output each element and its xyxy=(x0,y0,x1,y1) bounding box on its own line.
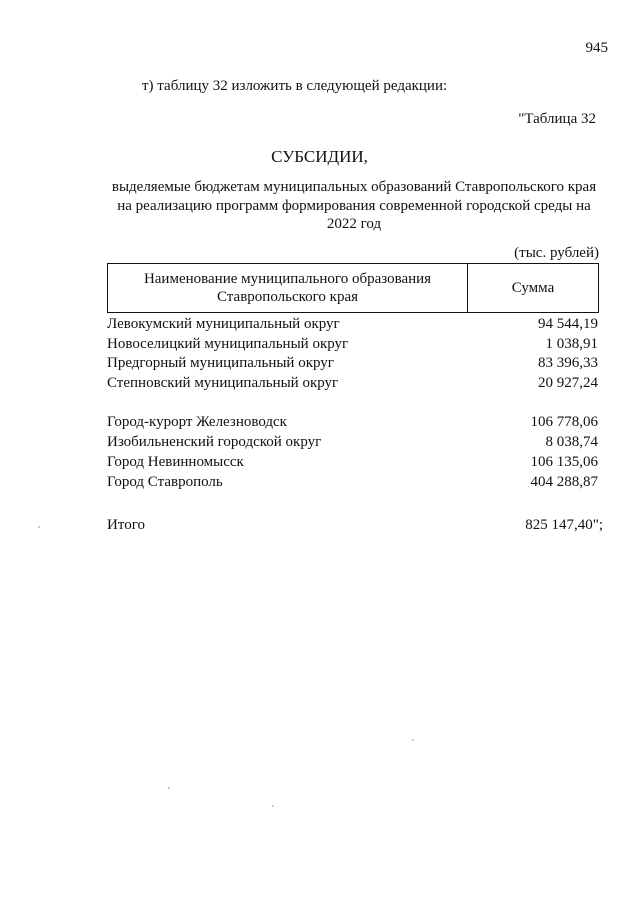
table-header xyxy=(107,263,599,313)
row-amount: 106 135,06 xyxy=(530,453,598,470)
table-total-row xyxy=(107,516,603,534)
row-name: Изобильненский городской округ xyxy=(107,434,322,451)
row-name: Степновский муниципальный округ xyxy=(107,375,339,392)
table-label: "Таблица 32 xyxy=(518,111,596,127)
row-amount: 20 927,24 xyxy=(538,375,598,392)
table-row xyxy=(107,374,599,394)
row-amount: 106 778,06 xyxy=(530,414,598,431)
group-spacer xyxy=(107,394,599,414)
document-title: СУБСИДИИ, xyxy=(271,147,368,166)
table-body xyxy=(107,315,599,492)
row-name: Предгорный муниципальный округ xyxy=(107,355,334,372)
row-name: Город Невинномысск xyxy=(107,453,244,470)
scan-speck xyxy=(38,526,40,528)
scan-speck xyxy=(412,739,414,741)
total-label: Итого xyxy=(107,517,145,533)
units-label: (тыс. рублей) xyxy=(514,245,599,261)
row-name: Город-курорт Железноводск xyxy=(107,414,287,431)
total-amount: 825 147,40"; xyxy=(525,517,603,533)
page-number: 945 xyxy=(585,40,608,56)
row-amount: 1 038,91 xyxy=(545,335,598,352)
row-amount: 83 396,33 xyxy=(538,355,598,372)
table-row xyxy=(107,354,599,374)
row-name: Город Ставрополь xyxy=(107,473,223,490)
row-name: Левокумский муниципальный округ xyxy=(107,316,340,332)
header-name-cell: Наименование муниципального образования Ставропольского края xyxy=(108,264,468,312)
table-row xyxy=(107,433,599,453)
table-row xyxy=(107,473,599,493)
intro-text: т) таблицу 32 изложить в следующей редакции: xyxy=(142,78,448,94)
scan-speck xyxy=(272,805,274,807)
scan-speck xyxy=(168,787,170,789)
table-row xyxy=(107,453,599,473)
table-row xyxy=(107,315,599,335)
row-name: Новоселицкий муниципальный округ xyxy=(107,335,349,352)
row-amount: 94 544,19 xyxy=(538,316,598,332)
document-subtitle: выделяемые бюджетам муниципальных образований Ставропольского края на реализацию программ формирования современной городской среды на 2022 год xyxy=(111,179,597,232)
row-amount: 8 038,74 xyxy=(545,434,598,451)
row-amount: 404 288,87 xyxy=(530,473,598,490)
header-sum-cell: Сумма xyxy=(511,279,555,296)
table-row xyxy=(107,413,599,433)
table-row xyxy=(107,335,599,355)
